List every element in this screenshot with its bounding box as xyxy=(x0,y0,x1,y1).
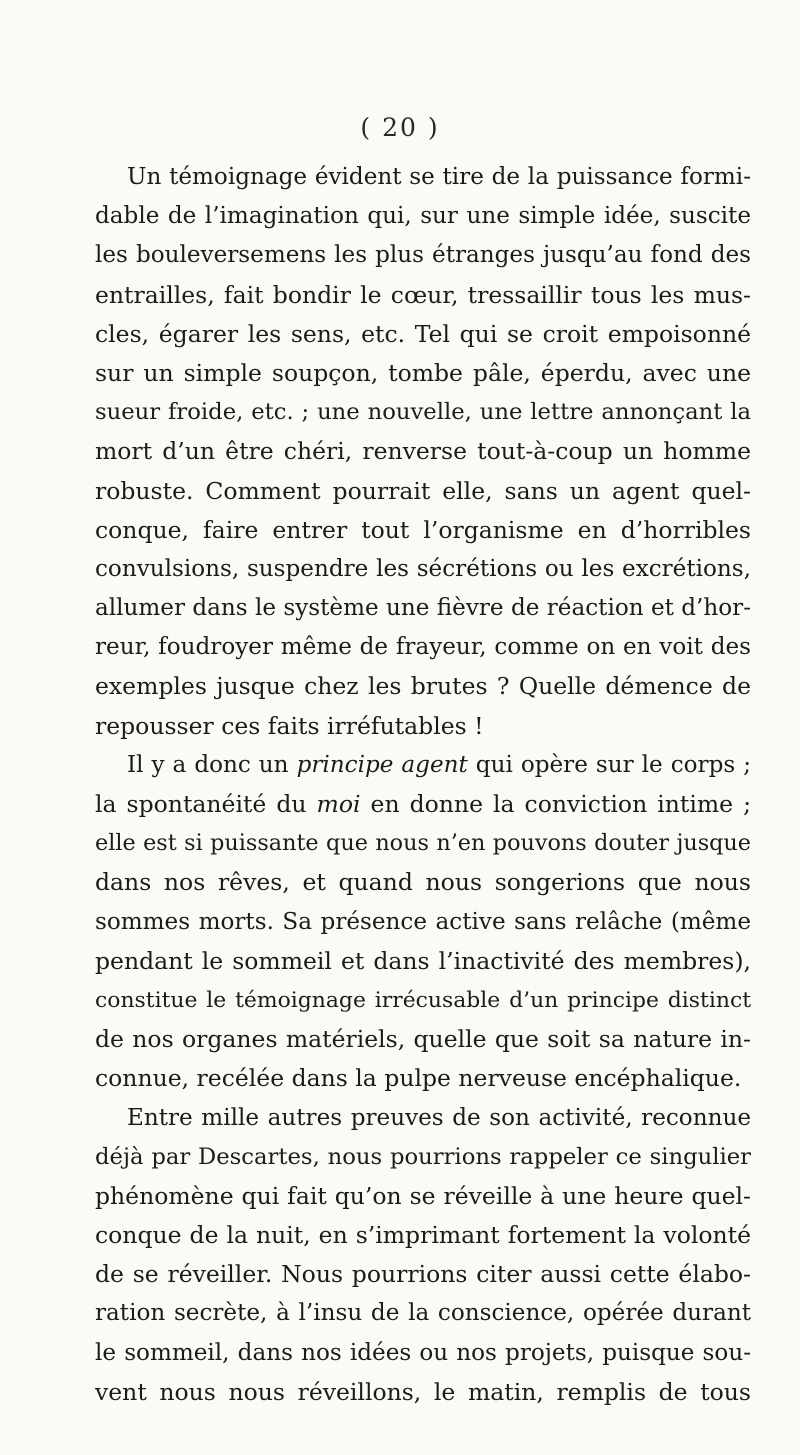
text-line: convulsions, suspendre les sécrétions ou les excrétions, xyxy=(95,555,751,582)
text-line: connue, recélée dans la pulpe nerveuse encéphalique. xyxy=(95,1064,742,1093)
text-line: sur un simple soupçon, tombe pâle, éperdu, avec une xyxy=(95,358,751,387)
text-line: déjà par Descartes, nous pourrions rappeler ce singulier xyxy=(95,1143,751,1170)
page-number: ( 20 ) xyxy=(360,113,440,142)
text-line: de nos organes matériels, quelle que soit sa nature in- xyxy=(95,1025,751,1054)
text-line: reur, foudroyer même de frayeur, comme on en voit des xyxy=(95,634,751,661)
text-line: dable de l’imagination qui, sur une simple idée, suscite xyxy=(95,203,751,230)
text-line: le sommeil, dans nos idées ou nos projets, puisque sou- xyxy=(95,1339,751,1366)
text-line xyxy=(95,746,751,785)
text-line: Un témoignage évident se tire de la puissance formi- xyxy=(127,164,751,190)
text-line: conque de la nuit, en s’imprimant fortement la volonté xyxy=(95,1221,751,1250)
text-line: dans nos rêves, et quand nous songerions que nous xyxy=(95,868,751,897)
text-line: mort d’un être chéri, renverse tout-à-coup un homme xyxy=(95,437,751,466)
text-line: constitue le témoignage irrécusable d’un principe distinct xyxy=(95,987,751,1013)
body-text xyxy=(95,158,751,1412)
text-line xyxy=(95,785,751,824)
text-segment: la spontanéité du xyxy=(95,790,317,818)
text-line: pendant le sommeil et dans l’inactivité des membres), xyxy=(95,946,751,975)
emphasis-moi: moi xyxy=(316,790,361,818)
text-line: repousser ces faits irréfutables ! xyxy=(95,711,484,740)
text-line: robuste. Comment pourrait elle, sans un agent quel- xyxy=(95,476,751,505)
emphasis-principe-agent: principe agent xyxy=(296,751,468,778)
text-line: sueur froide, etc. ; une nouvelle, une lettre annonçant la xyxy=(95,399,751,426)
text-line: entrailles, fait bondir le cœur, tressaillir tous les mus- xyxy=(95,280,751,309)
text-line: Entre mille autres preuves de son activité, reconnue xyxy=(127,1104,751,1131)
text-line: ration secrète, à l’insu de la conscience, opérée durant xyxy=(95,1300,751,1327)
text-line: les bouleversemens les plus étranges jusqu’au fond des xyxy=(95,242,751,269)
text-segment: en donne la conviction intime ; xyxy=(360,790,751,818)
text-line: elle est si puissante que nous n’en pouvons douter jusque xyxy=(95,830,751,857)
text-segment: qui opère sur le corps ; xyxy=(467,751,751,778)
text-line: cles, égarer les sens, etc. Tel qui se croit empoisonné xyxy=(95,319,751,348)
text-line: exemples jusque chez les brutes ? Quelle démence de xyxy=(95,672,751,701)
text-line: vent nous nous réveillons, le matin, remplis de tous xyxy=(95,1377,751,1406)
text-line: sommes morts. Sa présence active sans relâche (même xyxy=(95,908,751,935)
text-line: allumer dans le système une fièvre de réaction et d’hor- xyxy=(95,595,751,622)
text-line: phénomène qui fait qu’on se réveille à une heure quel- xyxy=(95,1181,751,1210)
text-line: conque, faire entrer tout l’organisme en d’horribles xyxy=(95,515,751,544)
text-segment: Il y a donc un xyxy=(127,751,297,778)
text-line: de se réveiller. Nous pourrions citer aussi cette élabo- xyxy=(95,1260,751,1289)
